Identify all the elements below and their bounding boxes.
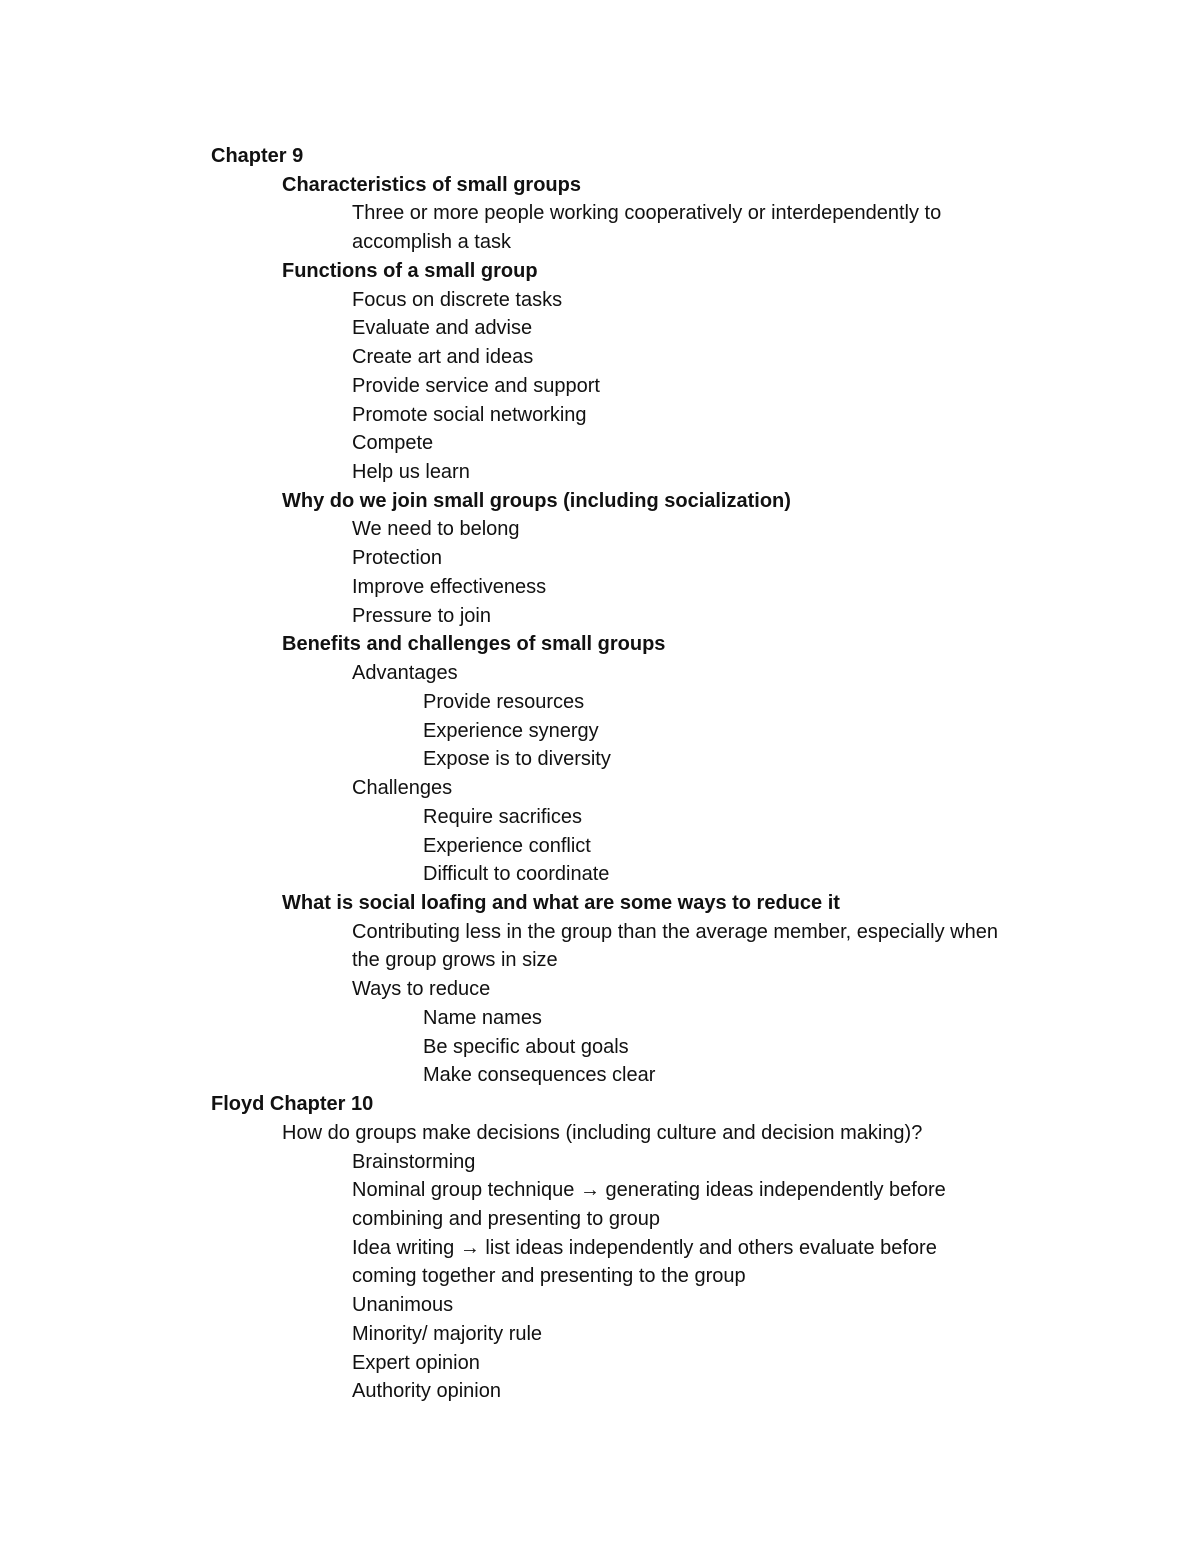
item-text: Pressure to join bbox=[352, 604, 491, 627]
outline-item-text bbox=[352, 343, 533, 371]
outline-item-text bbox=[352, 429, 433, 457]
item-text: Experience synergy bbox=[423, 719, 599, 742]
outline-item-text bbox=[352, 199, 941, 227]
item-text: Provide resources bbox=[423, 690, 585, 713]
outline-heading bbox=[282, 257, 538, 285]
outline-item-text bbox=[423, 803, 582, 831]
item-text: the group grows in size bbox=[352, 949, 558, 972]
outline-item-text bbox=[352, 774, 452, 802]
right-arrow-icon: → bbox=[579, 1179, 600, 1202]
outline-item-text bbox=[352, 314, 532, 342]
outline-item-text bbox=[352, 515, 520, 543]
item-text: Make consequences clear bbox=[423, 1064, 656, 1087]
outline-item-text bbox=[352, 602, 491, 630]
item-text: Chapter 9 bbox=[211, 145, 304, 167]
outline-item-text bbox=[352, 659, 458, 687]
item-text: Be specific about goals bbox=[423, 1035, 629, 1058]
outline-item-text bbox=[352, 1262, 746, 1290]
item-text: combining and presenting to group bbox=[352, 1208, 660, 1230]
outline-heading bbox=[211, 142, 303, 170]
outline-heading bbox=[282, 630, 665, 658]
outline-item-text bbox=[352, 573, 546, 601]
outline-item-text bbox=[352, 286, 562, 314]
outline-item-text bbox=[352, 1176, 946, 1204]
outline-item-text bbox=[352, 401, 587, 429]
outline-item-text bbox=[352, 1291, 453, 1319]
outline-item-text bbox=[423, 688, 584, 716]
outline-item-text bbox=[352, 975, 490, 1003]
item-text: Evaluate and advise bbox=[352, 317, 533, 340]
item-text: accomplish a task bbox=[352, 231, 511, 254]
item-text-continued: generating ideas independently before bbox=[605, 1179, 946, 1202]
item-text: Why do we join small groups (including socialization) bbox=[282, 489, 791, 512]
outline-item-text bbox=[423, 717, 599, 745]
item-text: Expose is to diversity bbox=[423, 748, 611, 771]
item-text: Ways to reduce bbox=[352, 978, 491, 1001]
outline-item-text bbox=[423, 1004, 542, 1032]
item-text: Unanimous bbox=[352, 1294, 454, 1317]
item-text: Functions of a small group bbox=[282, 259, 538, 282]
outline-item-text bbox=[352, 544, 442, 572]
item-text: Authority opinion bbox=[352, 1380, 501, 1403]
item-text: Nominal group technique bbox=[352, 1179, 575, 1202]
item-text: Challenges bbox=[352, 777, 453, 800]
outline-item-text bbox=[423, 832, 591, 860]
item-text: Protection bbox=[352, 547, 443, 570]
outline-heading bbox=[282, 889, 840, 917]
outline-item-text bbox=[352, 1205, 660, 1233]
item-text: Expert opinion bbox=[352, 1351, 480, 1374]
item-text: coming together and presenting to the group bbox=[352, 1265, 746, 1288]
item-text: Advantages bbox=[352, 662, 458, 685]
outline-item-text bbox=[423, 1061, 655, 1089]
item-text: How do groups make decisions (including culture and decision making)? bbox=[282, 1121, 923, 1144]
item-text: Create art and ideas bbox=[352, 346, 534, 369]
outline-item-text bbox=[352, 1234, 937, 1262]
item-text: Improve effectiveness bbox=[352, 575, 547, 598]
item-text: Help us learn bbox=[352, 461, 470, 484]
item-text: Experience conflict bbox=[423, 834, 591, 857]
outline-heading bbox=[282, 171, 581, 199]
outline-item-text bbox=[352, 1377, 501, 1405]
item-text: Contributing less in the group than the average member, especially when bbox=[352, 920, 998, 943]
outline-item-text bbox=[423, 745, 611, 773]
outline-item-text bbox=[282, 1119, 922, 1147]
item-text: Idea writing bbox=[352, 1236, 455, 1259]
item-text: What is social loafing and what are some ways to reduce it bbox=[282, 891, 840, 914]
outline-heading bbox=[282, 487, 791, 515]
outline-item-text bbox=[352, 918, 998, 946]
item-text: Difficult to coordinate bbox=[423, 863, 610, 886]
outline-item-text bbox=[352, 228, 511, 256]
outline-heading bbox=[211, 1090, 373, 1118]
item-text: We need to belong bbox=[352, 518, 520, 541]
right-arrow-icon: → bbox=[459, 1236, 480, 1259]
item-text: Promote social networking bbox=[352, 403, 587, 426]
outline-item-text bbox=[423, 860, 609, 888]
item-text: Focus on discrete tasks bbox=[352, 288, 563, 311]
outline-item-text bbox=[352, 946, 558, 974]
outline-item-text bbox=[423, 1033, 629, 1061]
outline-item-text bbox=[352, 458, 470, 486]
outline-item-text bbox=[352, 372, 600, 400]
outline-item-text bbox=[352, 1349, 480, 1377]
item-text: Brainstorming bbox=[352, 1150, 476, 1173]
outline-item-text bbox=[352, 1148, 475, 1176]
item-text: Minority/ majority rule bbox=[352, 1322, 543, 1345]
item-text: Provide service and support bbox=[352, 374, 600, 397]
item-text-continued: list ideas independently and others evaluate before bbox=[485, 1236, 937, 1259]
item-text: Three or more people working cooperatively or interdependently to bbox=[352, 202, 942, 225]
item-text: Name names bbox=[423, 1006, 542, 1029]
item-text: Characteristics of small groups bbox=[282, 173, 581, 196]
item-text: Require sacrifices bbox=[423, 805, 582, 828]
item-text: Benefits and challenges of small groups bbox=[282, 633, 666, 656]
item-text: Floyd Chapter 10 bbox=[211, 1093, 374, 1116]
outline-item-text bbox=[352, 1320, 542, 1348]
item-text: Compete bbox=[352, 432, 434, 455]
